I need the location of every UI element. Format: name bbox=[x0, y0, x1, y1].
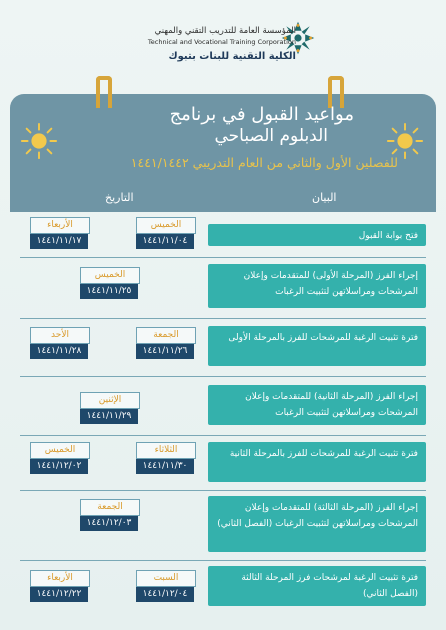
row-2-end-day: الخميس bbox=[80, 267, 140, 284]
row-5-start-date: ١٤٤١/١١/٣٠ bbox=[136, 459, 194, 474]
row-5-start-day: الثلاثاء bbox=[136, 442, 196, 459]
row-1-end-day: الأربعاء bbox=[30, 217, 90, 234]
row-4-end-date: ١٤٤١/١١/٢٩ bbox=[80, 409, 138, 424]
row-5-description: فترة تثبيت الرغبة للمرشحات للفرز بالمرحلة الثانية bbox=[208, 442, 426, 482]
row-divider bbox=[20, 376, 426, 377]
row-1-start-date: ١٤٤١/١١/٠٤ bbox=[136, 234, 194, 249]
row-divider bbox=[20, 560, 426, 561]
row-1-start-day: الخميس bbox=[136, 217, 196, 234]
row-divider bbox=[20, 257, 426, 258]
banner-subtitle: للفصلين الأول والثاني من العام التدريبي ١٤٤١/١٤٤٢ bbox=[130, 155, 398, 170]
column-header-description: البيان bbox=[312, 191, 337, 204]
row-divider bbox=[20, 490, 426, 491]
row-2-end-date: ١٤٤١/١١/٢٥ bbox=[80, 284, 138, 299]
table-header bbox=[10, 186, 436, 212]
row-7-end-date: ١٤٤١/١٢/٢٢ bbox=[30, 587, 88, 602]
row-6-description: إجراء الفرز (المرحلة الثالثة) للمتقدمات وإعلان المرشحات ومراسلاتهن لتثبيت الرغبات (الفصل الثاني) bbox=[208, 496, 426, 552]
row-divider bbox=[20, 435, 426, 436]
banner-title-line2: الدبلوم الصباحي bbox=[214, 126, 328, 146]
row-7-start-date: ١٤٤١/١٢/٠٤ bbox=[136, 587, 194, 602]
row-3-start-date: ١٤٤١/١١/٢٦ bbox=[136, 344, 194, 359]
row-7-start-day: السبت bbox=[136, 570, 196, 587]
row-4-end-day: الإثنين bbox=[80, 392, 140, 409]
row-7-end-day: الأربعاء bbox=[30, 570, 90, 587]
row-4-description: إجراء الفرز (المرحلة الثانية) للمتقدمات وإعلان المرشحات ومراسلاتهن لتثبيت الرغبات bbox=[208, 385, 426, 425]
column-header-date: التاريخ bbox=[105, 191, 134, 204]
row-6-end-date: ١٤٤١/١٢/٠٣ bbox=[80, 516, 138, 531]
row-3-end-day: الأحد bbox=[30, 327, 90, 344]
row-5-end-date: ١٤٤١/١٢/٠٢ bbox=[30, 459, 88, 474]
college-name: الكلية التقنية للبنات بتبوك bbox=[168, 51, 296, 62]
organization-name-arabic: المؤسسة العامة للتدريب التقني والمهني bbox=[154, 26, 296, 36]
row-3-start-day: الجمعة bbox=[136, 327, 196, 344]
row-2-description: إجراء الفرز (المرحلة الأولى) للمتقدمات وإعلان المرشحات ومراسلاتهن لتثبيت الرغبات bbox=[208, 264, 426, 308]
organization-name-english: Technical and Vocational Training Corporation bbox=[147, 38, 296, 46]
banner-hanger-left bbox=[96, 76, 112, 108]
row-7-description: فترة تثبيت الرغبة لمرشحات فرز المرحلة الثالثة (الفصل الثاني) bbox=[208, 566, 426, 606]
row-5-end-day: الخميس bbox=[30, 442, 90, 459]
row-divider bbox=[20, 318, 426, 319]
row-1-end-date: ١٤٤١/١١/١٧ bbox=[30, 234, 88, 249]
sun-icon-left bbox=[20, 122, 58, 160]
row-1-description: فتح بوابة القبول bbox=[208, 224, 426, 246]
row-3-end-date: ١٤٤١/١١/٢٨ bbox=[30, 344, 88, 359]
banner-title-line1: مواعيد القبول في برنامج bbox=[169, 104, 354, 125]
row-3-description: فترة تثبيت الرغبة للمرشحات للفرز بالمرحلة الأولى bbox=[208, 326, 426, 366]
row-6-end-day: الجمعة bbox=[80, 499, 140, 516]
